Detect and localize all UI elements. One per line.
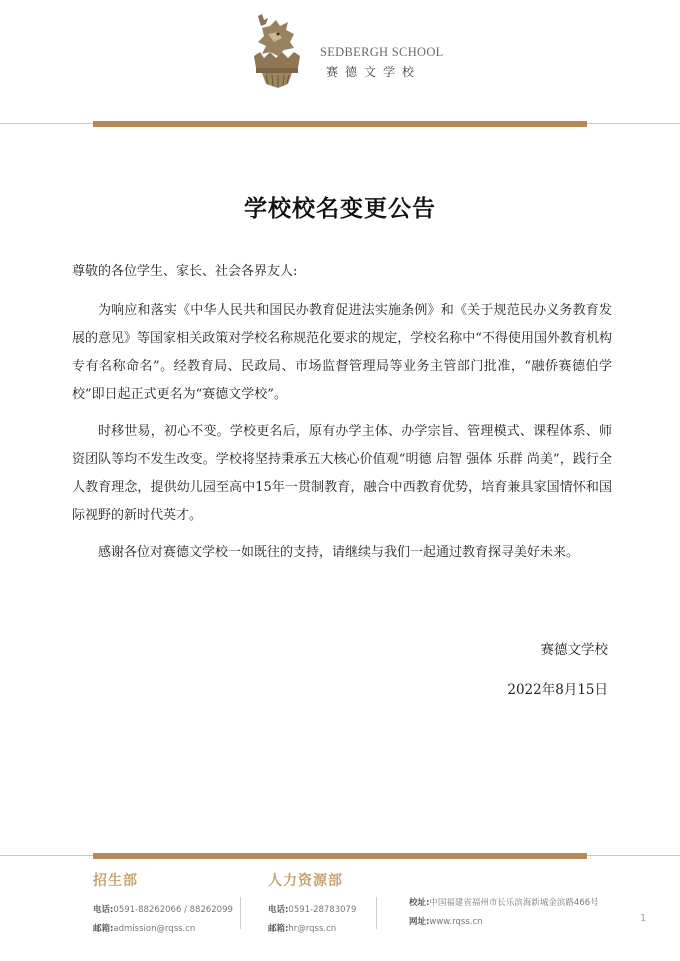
hr-email[interactable]: 邮箱:hr@rqss.cn [268,924,337,934]
salutation: 尊敬的各位学生、家长、社会各界友人: [72,264,298,279]
page-number: 1 [640,913,647,924]
paragraph-1: 为响应和落实《中华人民共和国民办教育促进法实施条例》和《关于规范民办义务教育发展的意见》等国家相关政策对学校名称规范化要求的规定，学校名称中“不得使用国外教育机构专有名称命名”。经教育局、民政局、市场监督管理局等业务主管部门批准，“融侨赛德伯学校”即日起正式更名为“赛德文学校”。 [72,303,612,402]
admissions-phone: 电话:0591-88262066 / 88262099 [93,905,233,915]
page-title: 学校校名变更公告 [244,196,436,222]
school-name-english: SEDBERGH SCHOOL [320,45,444,59]
admissions-contact [93,870,233,934]
campus-address: 校址:中国福建省福州市长乐滨海新城金滨路466号 [409,898,599,908]
campus-info [409,896,599,927]
announcement-body [72,258,612,576]
school-crest-icon [248,12,310,90]
school-name-chinese: 赛德文学校 [326,65,422,79]
issue-date: 2022年8月15日 [507,682,608,698]
footer-divider [0,852,680,860]
hr-title: 人力资源部 [268,873,343,889]
paragraph-2: 时移世易，初心不变。学校更名后，原有办学主体、办学宗旨、管理模式、课程体系、师资团队等均不发生改变。学校将坚持秉承五大核心价值观“明德 启智 强体 乐群 尚美”，践行全人教育理念，提供幼儿园至高中15年一贯制教育，融合中西教育优势，培育兼具家国情怀和国际视野的新时代英才。 [72,424,612,523]
hr-contact [268,870,356,934]
footer-separator [376,897,377,929]
hr-phone: 电话:0591-28783079 [268,905,357,915]
footer-separator [240,897,241,929]
signature: 赛德文学校 [540,642,608,658]
paragraph-3: 感谢各位对赛德文学校一如既往的支持，请继续与我们一起通过教育探寻美好未来。 [98,545,580,560]
admissions-email[interactable]: 邮箱:admission@rqss.cn [93,924,196,934]
campus-website[interactable]: 网址:www.rqss.cn [409,917,483,927]
admissions-title: 招生部 [93,873,138,889]
header-divider [0,120,680,128]
